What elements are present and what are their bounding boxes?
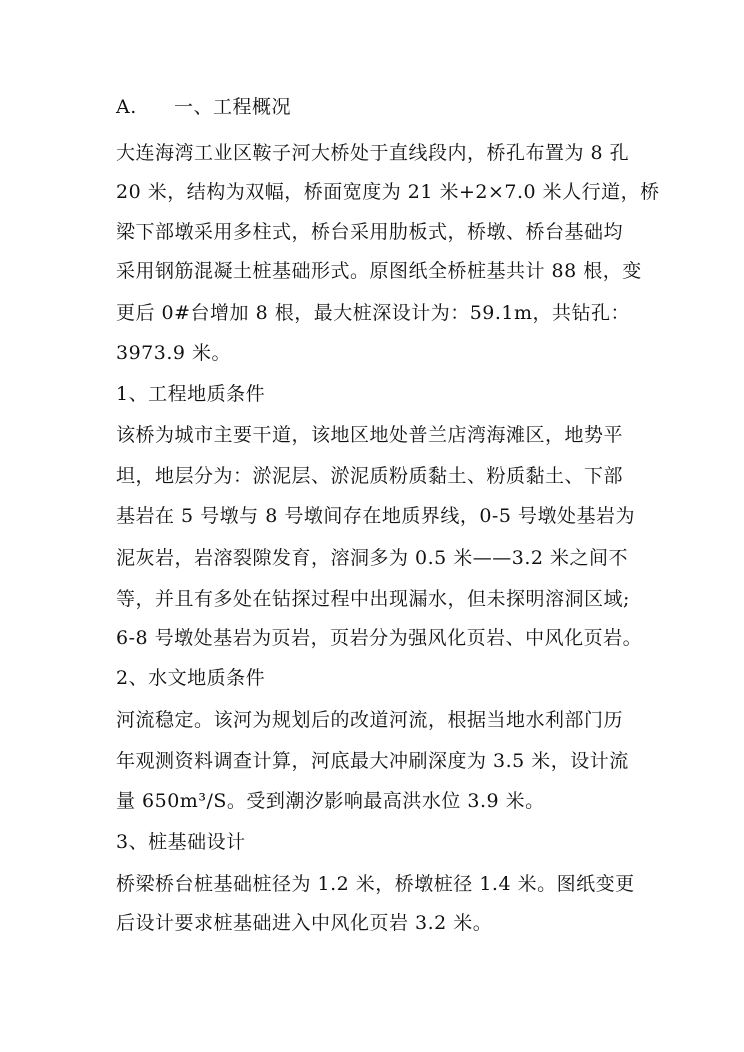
subsection-heading: 2、水文地质条件: [116, 667, 266, 689]
section-heading: [116, 94, 291, 120]
paragraph-line: 量 650m³/S。受到潮汐影响最高洪水位 3.9 米。: [116, 790, 545, 812]
paragraph-line: 坦，地层分为：淤泥层、淤泥质粉质黏土、粉质黏土、下部: [116, 465, 624, 487]
paragraph-line: 泥灰岩，岩溶裂隙发育，溶洞多为 0.5 米——3.2 米之间不: [116, 547, 629, 569]
paragraph-line: 大连海湾工业区鞍子河大桥处于直线段内，桥孔布置为 8 孔: [116, 142, 630, 164]
paragraph-line: 该桥为城市主要干道，该地区地处普兰店湾海滩区，地势平: [116, 424, 624, 446]
paragraph-line: 基岩在 5 号墩与 8 号墩间存在地质界线，0-5 号墩处基岩为: [116, 505, 635, 527]
paragraph-line: 6-8 号墩处基岩为页岩，页岩分为强风化页岩、中风化页岩。: [116, 627, 643, 649]
paragraph-line: 更后 0#台增加 8 根，最大桩深设计为：59.1m，共钻孔：: [116, 302, 631, 324]
section-title: 一、工程概况: [174, 96, 292, 118]
paragraph-line: 3973.9 米。: [116, 342, 232, 364]
subsection-heading: 3、桩基础设计: [116, 831, 246, 853]
paragraph-line: 年观测资料调查计算，河底最大冲刷深度为 3.5 米，设计流: [116, 750, 629, 772]
paragraph-line: 梁下部墩采用多柱式，桥台采用肋板式，桥墩、桥台基础均: [116, 221, 624, 243]
section-marker: A.: [116, 96, 137, 118]
paragraph-line: 等，并且有多处在钻探过程中出现漏水，但未探明溶洞区域;: [116, 588, 630, 610]
paragraph-line: 20 米，结构为双幅，桥面宽度为 21 米+2×7.0 米人行道，桥: [116, 181, 660, 203]
paragraph-line: 河流稳定。该河为规划后的改道河流，根据当地水利部门历: [116, 709, 624, 731]
paragraph-line: 后设计要求桩基础进入中风化页岩 3.2 米。: [116, 912, 493, 934]
paragraph-line: 桥梁桥台桩基础桩径为 1.2 米，桥墩桩径 1.4 米。图纸变更: [116, 873, 635, 895]
paragraph-line: 采用钢筋混凝土桩基础形式。原图纸全桥桩基共计 88 根，变: [116, 260, 642, 282]
subsection-heading: 1、工程地质条件: [116, 383, 266, 405]
